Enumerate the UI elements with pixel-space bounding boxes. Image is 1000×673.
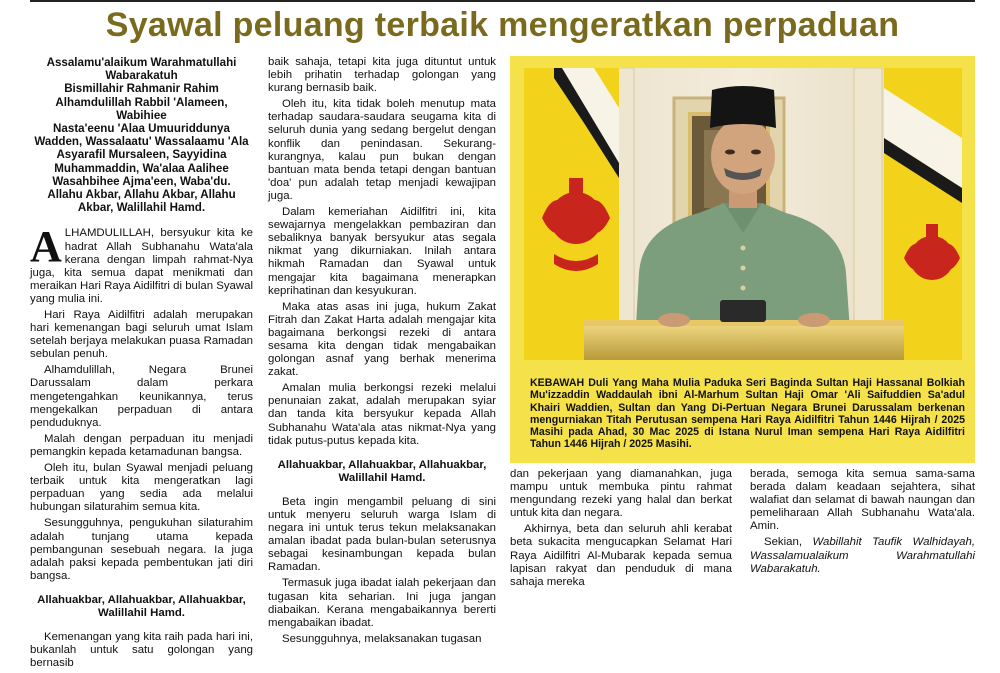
opening-line: Bismillahir Rahmanir Rahim [64, 82, 219, 96]
drop-cap: A [30, 222, 62, 272]
paragraph: baik sahaja, tetapi kita juga dituntut untuk lebih prihatin terhadap golongan yang kurang bernasib baik. [268, 56, 496, 95]
headline: Syawal peluang terbaik mengeratkan perpaduan [105, 6, 900, 44]
paragraph: Alhamdulillah, Negara Brunei Darussalam dalam perkara mengetengahkan keunikannya, terus mengekalkan perpaduan di antara penduduknya. [30, 364, 253, 429]
column-3 [510, 468, 732, 592]
photo-illustration [524, 68, 962, 360]
paragraph: Termasuk juga ibadat ialah pekerjaan dan tugasan kita seharian. Ini juga jangan diabaikan. Kerana mengabaikannya bererti mengabaikan ibadat. [268, 577, 496, 629]
column-1 [30, 56, 253, 673]
opening-line: Wasahbihee Ajma'een, Waba'du. [52, 174, 231, 188]
takbir-subhead: Allahuakbar, Allahuakbar, Allahuakbar, Walillahil Hamd. [277, 458, 487, 484]
sign-text: Wabillahit Taufik Walhidayah, Wassalamualaikum Warahmatullahi Wabarakatuh. [750, 536, 976, 575]
paragraph: Oleh itu, kita tidak boleh menutup mata terhadap saudara-saudara seugama kita di seluruh dunia yang sedang bergelut dengan konflik dan penindasan. Sekurang-kurangnya, kalau pun bukan dengan bantuan mata benda tetapi dengan bantuan 'doa' pun adalah tetap menjadi kewajipan juga. [268, 98, 496, 202]
paragraph: dan pekerjaan yang diamanahkan, juga mampu untuk membuka pintu rahmat mengundang rezeki yang halal dan berkat untuk kita dan negara. [510, 468, 732, 520]
paragraph: Sesungguhnya, melaksanakan tugasan [282, 632, 482, 645]
sign-off [750, 536, 975, 575]
takbir-subhead: Allahuakbar, Allahuakbar, Allahuakbar, Walillahil Hamd. [37, 593, 246, 619]
photo-caption: KEBAWAH Duli Yang Maha Mulia Paduka Seri Baginda Sultan Haji Hassanal Bolkiah Mu'izzaddin Waddaulah ibni Al-Marhum Sultan Haji Omar 'Ali Saifuddien Sa'adul Khairi Waddien, Sultan dan Yang Di-Pertuan Negara Brunei Darussalam berkenan mengurniakan Titah Perutusan sempena Hari Raya Aidilfitri Tahun 1446 Hijrah / 2025 Masihi pada Ahad, 30 Mac 2025 di Istana Nurul Iman sempena Hari Raya Aidilfitri Tahun 1446 Hijrah / 2025 Masihi. [510, 371, 975, 463]
opening-line: Allahu Akbar, Allahu Akbar, Allahu [47, 188, 236, 202]
opening-line: Akbar, Walillahil Hamd. [77, 201, 206, 215]
paragraph: Oleh itu, bulan Syawal menjadi peluang terbaik untuk kita mengeratkan lagi perpaduan yang sedia ada melalui hubungan silaturahim semua kita. [30, 462, 253, 514]
paragraph: Dalam kemeriahan Aidilfitri ini, kita sewajarnya mengelakkan pembaziran dan sebaliknya banyak bersyukur atas segala nikmat yang dikurniakan. Inilah antara hikmah Ramadan dan Syawal untuk mengajar kita bagaimana menerapkan keprihatinan dan kesyukuran. [268, 206, 496, 297]
paragraph: Kemenangan yang kita raih pada hari ini, bukanlah untuk satu golongan yang bernasib [30, 631, 253, 670]
sign-prefix: Sekian, [764, 536, 802, 549]
paragraph: Hari Raya Aidilfitri adalah merupakan hari kemenangan bagi seluruh umat Islam setelah berjaya melakukan puasa Ramadan sebulan penuh. [30, 309, 253, 361]
paragraph: Beta ingin mengambil peluang di sini untuk menyeru seluruh warga Islam di negara ini untuk terus tekun melaksanakan amalan ibadat pada bulan-bulan seterusnya sebagai kesinambungan kepada bulan Ramadan. [268, 495, 496, 574]
column-4 [750, 468, 975, 579]
paragraph: berada, semoga kita semua sama-sama berada dalam keadaan sejahtera, sihat walafiat dan selamat di bawah naungan dan pemeliharaan Allah Subhanahu Wata'ala. Amin. [750, 468, 975, 533]
paragraph: Maka atas asas ini juga, hukum Zakat Fitrah dan Zakat Harta adalah mengajar kita bagaimana berkongsi rezeki di antara sesama kita dengan tidak mengabaikan golongan asnaf yang berhak menerima zakat. [268, 300, 496, 379]
opening-line: Wabarakatuh [105, 69, 178, 83]
opening-line: Muhammaddin, Wa'alaa Aalihee [54, 161, 229, 175]
paragraph: Sesungguhnya, pengukuhan silaturahim adalah tunjang utama kepada pembangunan sesebuah negara. Ia juga adalah paksi kepada pembentukan jati diri bangsa. [30, 517, 253, 582]
opening-line: Assalamu'alaikum Warahmatullahi [46, 56, 237, 69]
opening-salutation [30, 56, 253, 214]
paragraph: Akhirnya, beta dan seluruh ahli kerabat beta sukacita mengucapkan Selamat Hari Raya Aidilfitri Al-Mubarak kepada semua lapisan rakyat dan penduduk di mana sahaja mereka [510, 523, 732, 588]
column-2 [268, 56, 496, 649]
opening-line: Alhamdulillah Rabbil 'Alameen, Wabihiee [55, 95, 228, 122]
opening-line: Wadden, Wassalaatu' Wassalaamu 'Ala [34, 135, 249, 149]
sultan-photo [524, 68, 962, 360]
paragraph: Malah dengan perpaduan itu menjadi pemangkin kepada ketamadunan bangsa. [30, 432, 253, 458]
opening-line: Nasta'eenu 'Alaa Umuuriddunya [53, 122, 230, 136]
opening-line: Asyarafil Mursaleen, Sayyidina [56, 148, 227, 162]
paragraph: Amalan mulia berkongsi rezeki melalui penunaian zakat, adalah merupakan syiar dan tanda kita bersyukur kepada Allah Subhanahu Wata'ala atas nikmat-Nya yang tidak putus-putus kepada kita. [268, 382, 496, 447]
paragraph: ALHAMDULILLAH, bersyukur kita ke hadrat Allah Subhanahu Wata'ala kerana dengan limpah rahmat-Nya juga, kita semua dapat menikmati dan meraikan Hari Raya Aidilfitri di bulan Syawal yang mulia ini. [30, 222, 253, 305]
